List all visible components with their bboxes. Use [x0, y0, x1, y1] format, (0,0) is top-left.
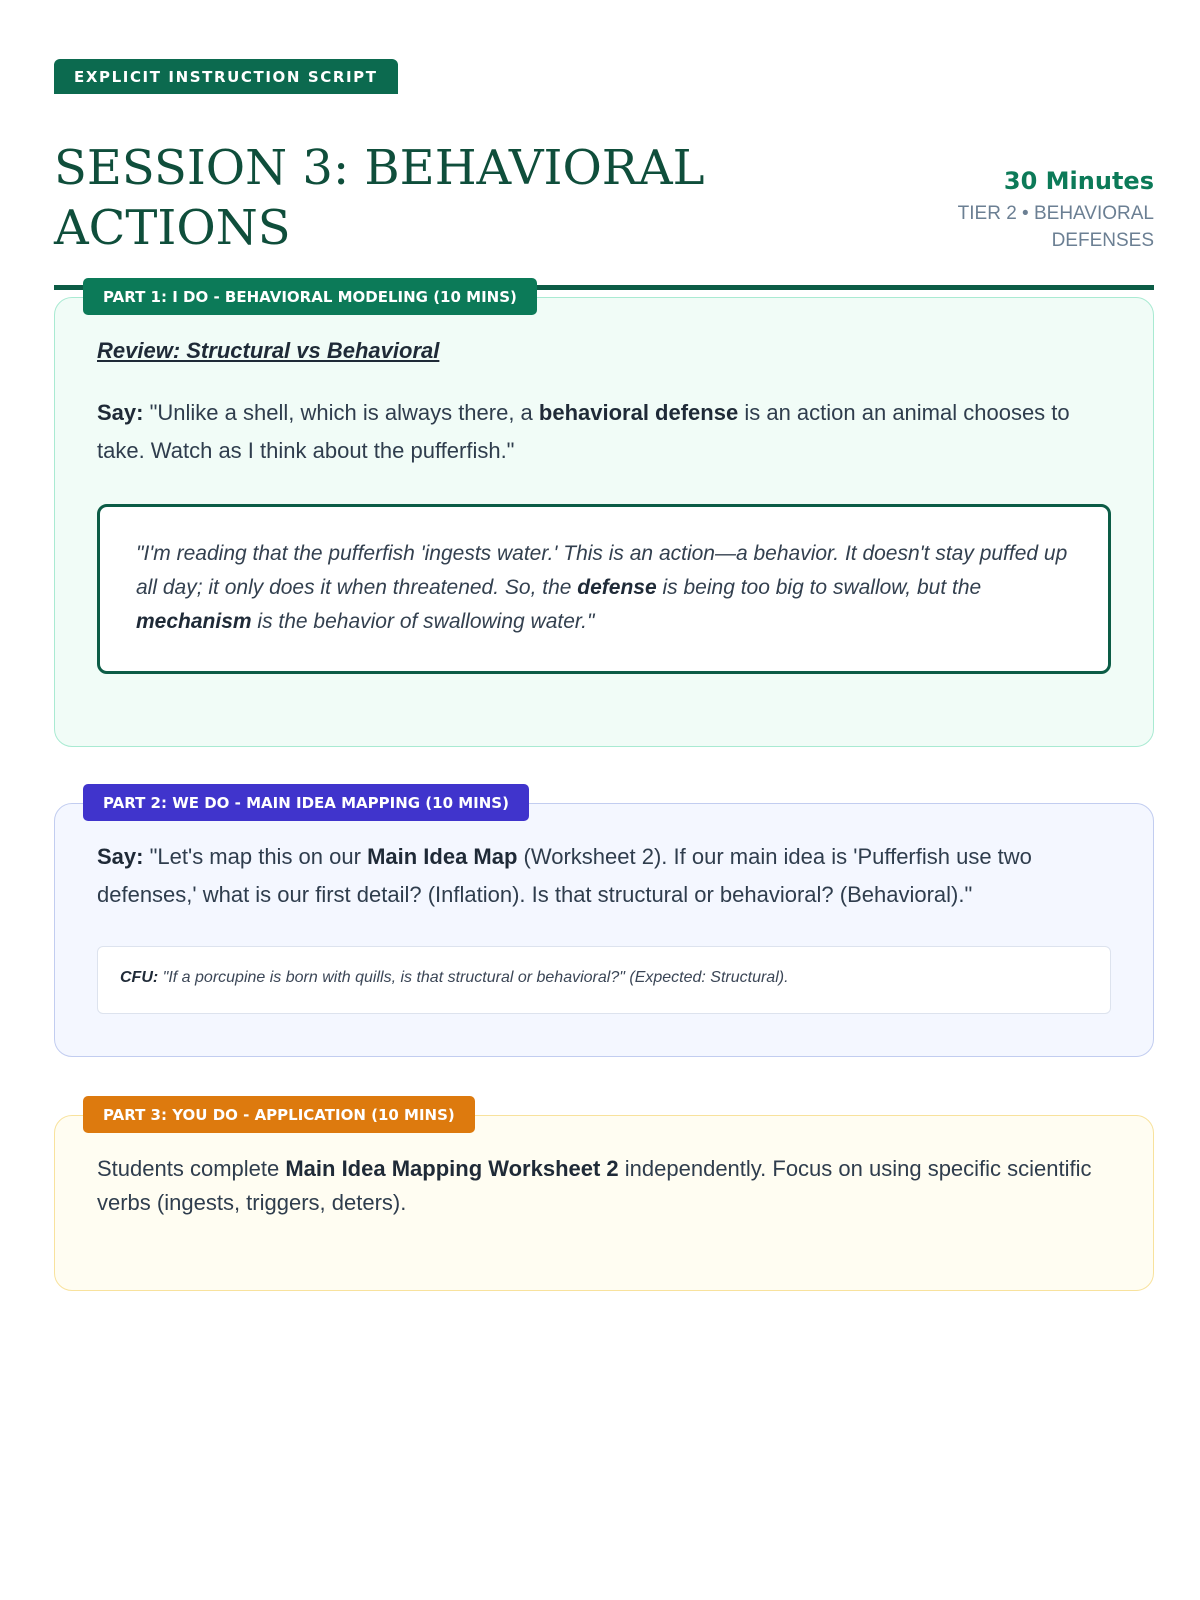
worksheet-name: Main Idea Mapping Worksheet 2 — [285, 1156, 619, 1181]
say-text: "Let's map this on our — [143, 844, 368, 869]
quote-text: "I'm reading that the pufferfish 'ingests water.' This is an action—a behavior. It doesn't stay puffed up all day; it only does it when threatened. So, the — [136, 542, 1068, 599]
session-tier: TIER 2 • BEHAVIORAL DEFENSES — [957, 203, 1154, 251]
script-type-badge: EXPLICIT INSTRUCTION SCRIPT — [54, 59, 398, 94]
session-header — [54, 94, 1154, 290]
cfu-box — [97, 946, 1111, 1014]
cfu-text: "If a porcupine is born with quills, is that structural or behavioral?" (Expected: Structural). — [158, 969, 789, 986]
quote-text: is being too big to swallow, but the — [656, 576, 982, 599]
part3-paragraph — [97, 1152, 1107, 1220]
say-label: Say: — [97, 400, 144, 425]
part1-card — [54, 288, 1154, 747]
part3-card — [54, 1106, 1154, 1291]
quote-emphasis: defense — [577, 576, 657, 599]
say-text: is an action an animal chooses to take. Watch as I think about the pufferfish." — [97, 400, 1070, 463]
think-aloud-quote — [97, 504, 1111, 674]
part2-say-paragraph — [97, 838, 1107, 914]
lesson-page — [54, 59, 1154, 1215]
say-emphasis: Main Idea Map — [367, 844, 518, 869]
part3-text: Students complete — [97, 1156, 286, 1181]
part1-review-heading: Review: Structural vs Behavioral — [97, 338, 440, 363]
say-emphasis: behavioral defense — [538, 400, 739, 425]
part1-tag: PART 1: I DO - BEHAVIORAL MODELING (10 MINS) — [83, 278, 537, 315]
page-title: SESSION 3: BEHAVIORAL ACTIONS — [54, 140, 705, 256]
session-meta — [894, 166, 1154, 254]
say-text: (Worksheet 2). If our main idea is 'Pufferfish use two defenses,' what is our first detail? (Inflation). Is that structural or behavioral? (Behavioral)." — [97, 844, 1032, 907]
part3-tag: PART 3: YOU DO - APPLICATION (10 MINS) — [83, 1096, 475, 1133]
say-text: "Unlike a shell, which is always there, a — [143, 400, 539, 425]
part3-text: independently. Focus on using specific scientific verbs (ingests, triggers, deters). — [97, 1156, 1092, 1215]
quote-emphasis: mechanism — [136, 610, 252, 633]
cfu-label: CFU: — [120, 969, 159, 986]
say-label: Say: — [97, 844, 144, 869]
part1-say-paragraph — [97, 394, 1107, 470]
quote-text: is the behavior of swallowing water." — [251, 610, 595, 633]
session-duration: 30 Minutes — [1003, 167, 1154, 195]
part2-tag: PART 2: WE DO - MAIN IDEA MAPPING (10 MINS) — [83, 784, 529, 821]
part2-card — [54, 794, 1154, 1057]
